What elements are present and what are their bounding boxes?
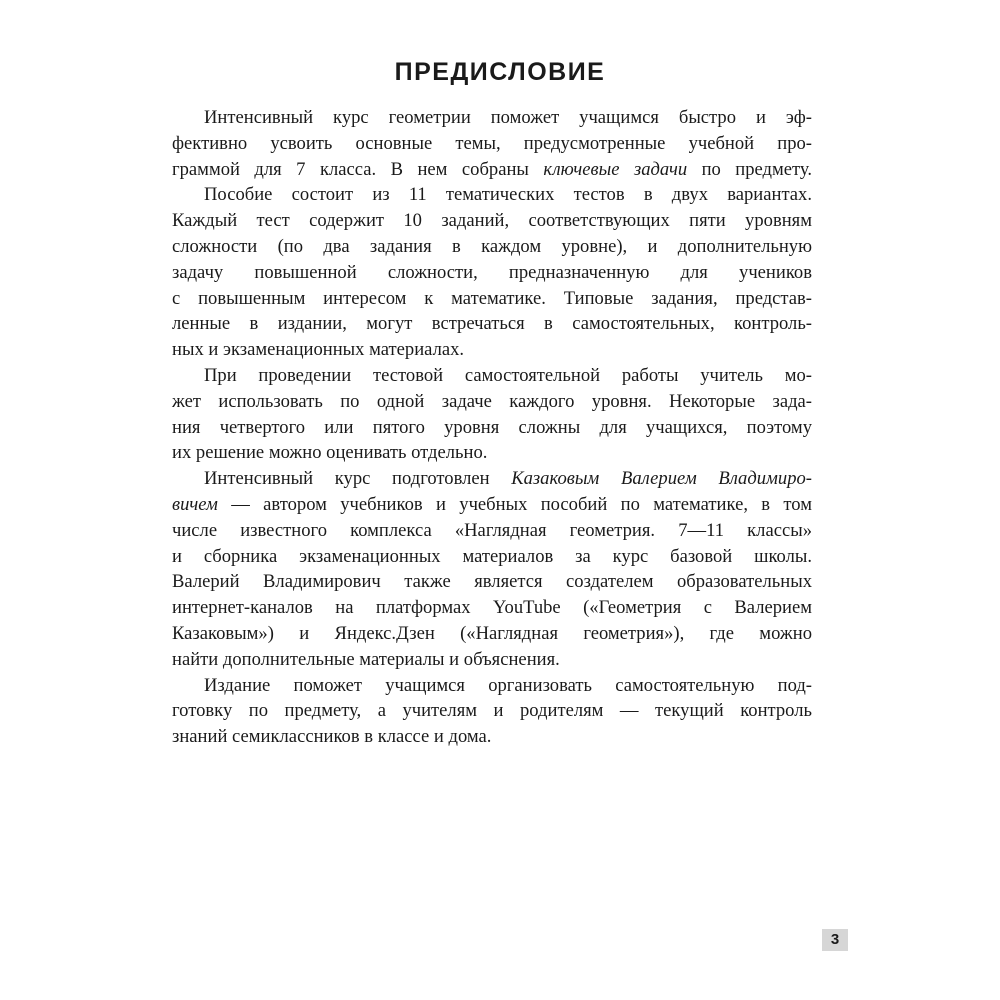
text-line: готовку по предмету, а учителям и родителям — текущий контроль [172, 700, 812, 722]
text-line: вичем — автором учебников и учебных пособий по математике, в том [172, 493, 812, 515]
text-line: Валерий Владимирович также является создателем образовательных [172, 571, 812, 593]
text-line: знаний семиклассников в классе и дома. [172, 726, 492, 748]
paragraph-2 [172, 182, 812, 363]
paragraph-4 [172, 466, 812, 672]
text-line: числе известного комплекса «Наглядная геометрия. 7—11 классы» [172, 519, 812, 541]
text-line: Интенсивный курс подготовлен Казаковым Валерием Владимиро- [204, 468, 812, 490]
text-line: Казаковым») и Яндекс.Дзен («Наглядная геометрия»), где можно [172, 622, 812, 644]
page-title: ПРЕДИСЛОВИЕ [394, 58, 606, 86]
page-number: 3 [822, 929, 848, 951]
paragraph-3 [172, 363, 812, 466]
text-line: Издание поможет учащимся организовать самостоятельную под- [204, 674, 812, 696]
text-line: ленные в издании, могут встречаться в самостоятельных, контроль- [172, 313, 812, 335]
text-line: найти дополнительные материалы и объяснения. [172, 648, 560, 670]
paragraph-1 [172, 105, 812, 182]
text-line: интернет-каналов на платформах YouTube («Геометрия с Валерием [172, 597, 812, 619]
text-line: ных и экзаменационных материалах. [172, 339, 465, 361]
text-line: ния четвертого или пятого уровня сложны для учащихся, поэтому [172, 416, 812, 438]
text-line: сложности (по два задания в каждом уровне), и дополнительную [172, 235, 812, 257]
text-line: При проведении тестовой самостоятельной работы учитель мо- [204, 364, 812, 386]
text-line: их решение можно оценивать отдельно. [172, 442, 488, 464]
text-line: задачу повышенной сложности, предназначенную для учеников [172, 261, 812, 283]
preface-body [172, 105, 812, 750]
text-line: жет использовать по одной задаче каждого уровня. Некоторые зада- [172, 390, 812, 412]
text-line: Каждый тест содержит 10 заданий, соответствующих пяти уровням [172, 210, 812, 232]
text-line: Пособие состоит из 11 тематических тестов в двух вариантах. [204, 184, 812, 206]
italic-author-name: Казаковым Валерием Владимиро- [511, 468, 812, 490]
italic-author-name: вичем [172, 493, 218, 515]
italic-phrase: ключевые задачи [543, 158, 688, 180]
text-line: фективно усвоить основные темы, предусмотренные учебной про- [172, 132, 812, 154]
text-line: с повышенным интересом к математике. Типовые задания, представ- [172, 287, 812, 309]
text-line: Интенсивный курс геометрии поможет учащимся быстро и эф- [204, 107, 812, 128]
paragraph-5 [172, 673, 812, 750]
text-line: граммой для 7 класса. В нем собраны ключевые задачи по предмету. [172, 158, 813, 180]
text-line: и сборника экзаменационных материалов за курс базовой школы. [172, 545, 812, 567]
